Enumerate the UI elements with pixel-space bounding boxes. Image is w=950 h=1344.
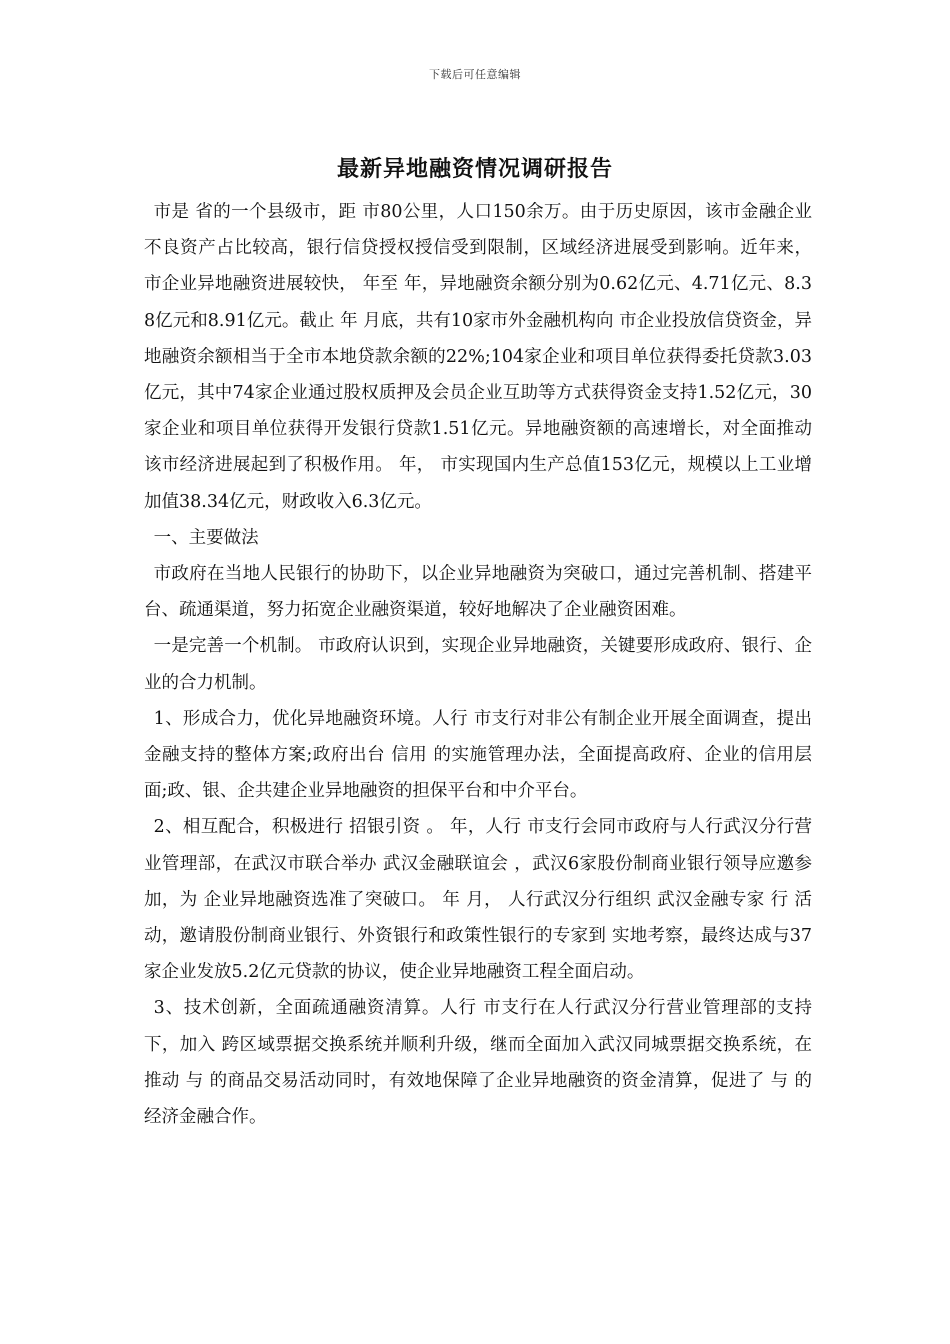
paragraph-point-2: 2、相互配合，积极进行 招银引资 。 年，人行 市支行会同市政府与人行武汉分行营业管理部，在武汉市联合举办 武汉金融联谊会 ，武汉6家股份制商业银行领导应邀参加，为 企业异地融资选准了突破口。 年 月， 人行武汉分行组织 武汉金融专家 行 活动，邀请股份制商业银行、外资银行和政策性银行的专家到 实地考察，最终达成与37家企业发放5.2亿元贷款的协议，使企业异地融资工程全面启动。 [144,817,812,983]
paragraph-mechanism: 一是完善一个机制。 市政府认识到，实现企业异地融资，关键要形成政府、银行、企业的合力机制。 [144,636,812,693]
section-heading-main-practices: 一、主要做法 [153,527,259,548]
document-body [144,194,812,1135]
paragraph-overview: 市政府在当地人民银行的协助下，以企业异地融资为突破口，通过完善机制、搭建平台、疏通渠道，努力拓宽企业融资渠道，较好地解决了企业融资困难。 [144,564,812,621]
paragraph-point-1: 1、形成合力，优化异地融资环境。人行 市支行对非公有制企业开展全面调查，提出金融支持的整体方案;政府出台 信用 的实施管理办法，全面提高政府、企业的信用层面;政、银、企共建企业异地融资的担保平台和中介平台。 [144,708,812,802]
document-title: 最新异地融资情况调研报告 [336,156,613,182]
header-note: 下载后可任意编辑 [429,68,521,81]
paragraph-intro: 市是 省的一个县级市，距 市80公里，人口150余万。由于历史原因，该市金融企业不良资产占比较高，银行信贷授权授信受到限制，区域经济进展受到影响。近年来， 市企业异地融资进展较快， 年至 年，异地融资余额分别为0.62亿元、4.71亿元、8.38亿元和8.91亿元。截止 年 月底，共有10家市外金融机构向 市企业投放信贷资金，异地融资余额相当于全市本地贷款余额的22%;104家企业和项目单位获得委托贷款3.03亿元，其中74家企业通过股权质押及会员企业互助等方式获得资金支持1.52亿元，30家企业和项目单位获得开发银行贷款1.51亿元。异地融资额的高速增长，对全面推动该市经济进展起到了积极作用。 年， 市实现国内生产总值153亿元，规模以上工业增加值38.34亿元，财政收入6.3亿元。 [144,202,812,512]
paragraph-point-3: 3、技术创新，全面疏通融资清算。人行 市支行在人行武汉分行营业管理部的支持下，加入 跨区域票据交换系统并顺利升级，继而全面加入武汉同城票据交换系统，在推动 与 的商品交易活动同时，有效地保障了企业异地融资的资金清算，促进了 与 的经济金融合作。 [144,998,812,1128]
